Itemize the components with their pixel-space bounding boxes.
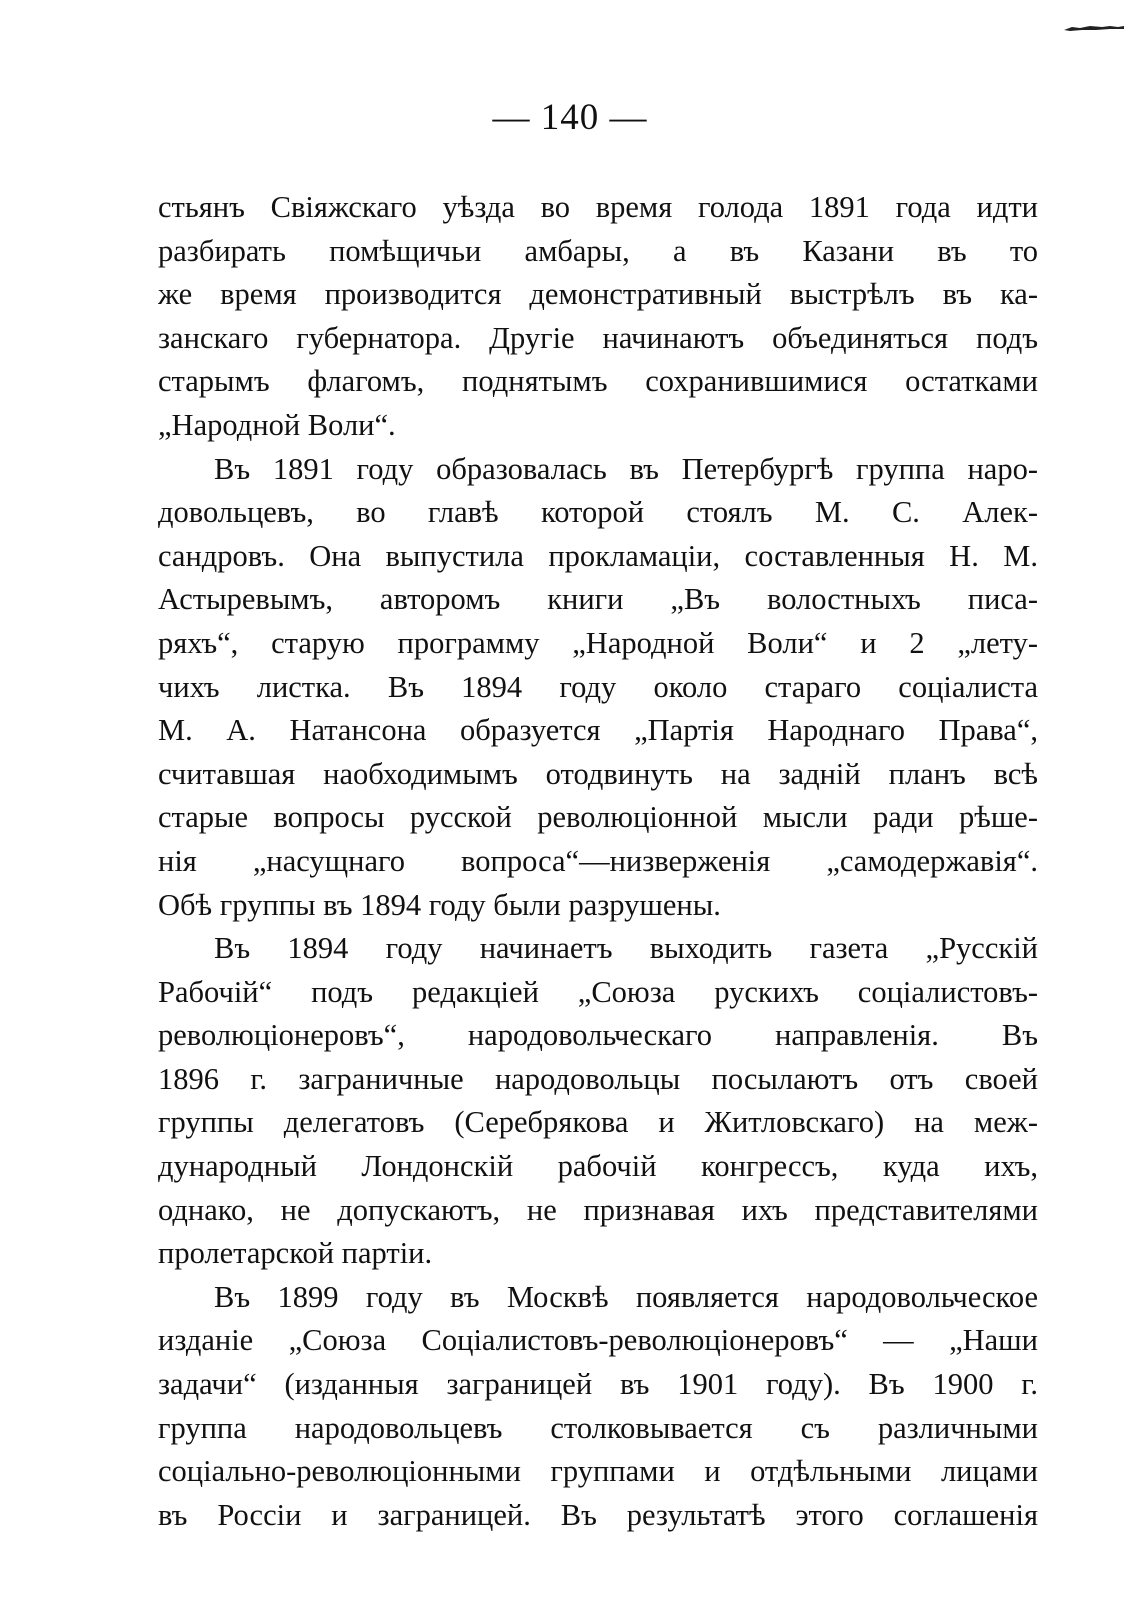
text-line: однако, не допускаютъ, не признавая ихъ представителями bbox=[158, 1192, 1038, 1227]
page-number: — 140 — bbox=[492, 97, 648, 138]
text-line: пролетарской партіи. bbox=[158, 1236, 433, 1271]
text-line: чихъ листка. Въ 1894 году около стараго соціалиста bbox=[158, 669, 1038, 704]
text-line: соціально-революціонными группами и отдѣльными лицами bbox=[158, 1454, 1038, 1489]
text-line: Обѣ группы въ 1894 году были разрушены. bbox=[158, 887, 721, 922]
text-line: старымъ флагомъ, поднятымъ сохранившимися остатками bbox=[158, 364, 1038, 399]
paragraph-3 bbox=[158, 927, 1038, 1276]
text-line: Въ 1894 году начинаетъ выходить газета „Русскій bbox=[214, 931, 1038, 966]
text-line: въ Россіи и заграницей. Въ результатѣ этого соглашенія bbox=[158, 1497, 1038, 1532]
text-line: Въ 1899 году въ Москвѣ появляется народовольческое bbox=[214, 1279, 1038, 1314]
text-line: старые вопросы русской революціонной мысли ради рѣше- bbox=[158, 800, 1038, 835]
text-line: 1896 г. заграничные народовольцы посылаютъ отъ своей bbox=[158, 1061, 1038, 1096]
text-line: М. А. Натансона образуется „Партія Народнаго Права“, bbox=[158, 713, 1038, 748]
text-line: стьянъ Свіяжскаго уѣзда во время голода 1891 года идти bbox=[158, 190, 1038, 224]
text-line: Въ 1891 году образовалась въ Петербургѣ группа наро- bbox=[214, 451, 1038, 486]
text-line: группы делегатовъ (Серебрякова и Житловскаго) на меж- bbox=[158, 1105, 1038, 1140]
text-line: изданіе „Союза Соціалистовъ-революціонеровъ“ — „Наши bbox=[158, 1323, 1038, 1358]
text-line: считавшая наобходимымъ отодвинуть на задній планъ всѣ bbox=[158, 756, 1038, 791]
text-line: Астыревымъ, авторомъ книги „Въ волостныхъ писа- bbox=[158, 582, 1038, 617]
text-line: революціонеровъ“, народовольческаго направленія. Въ bbox=[158, 1018, 1038, 1053]
text-line: занскаго губернатора. Другіе начинаютъ объединяться подъ bbox=[158, 320, 1038, 355]
text-line: „Народной Воли“. bbox=[158, 407, 396, 442]
paragraph-1 bbox=[158, 186, 1038, 448]
text-line: Рабочій“ подъ редакціей „Союза рускихъ соціалистовъ- bbox=[158, 974, 1038, 1009]
text-line: нія „насущнаго вопроса“—низверженія „самодержавія“. bbox=[158, 843, 1038, 878]
text-line: ряхъ“, старую программу „Народной Воли“ и 2 „лету- bbox=[158, 625, 1038, 660]
text-line: дународный Лондонскій рабочій конгрессъ, куда ихъ, bbox=[158, 1149, 1038, 1184]
paragraph-2 bbox=[158, 448, 1038, 928]
text-body bbox=[158, 186, 1038, 1537]
text-line: сандровъ. Она выпустила прокламаціи, составленныя Н. М. bbox=[158, 538, 1038, 573]
text-line: же время производится демонстративный выстрѣлъ въ ка- bbox=[158, 277, 1038, 312]
text-line: задачи“ (изданныя заграницей въ 1901 году). Въ 1900 г. bbox=[158, 1367, 1038, 1402]
text-line: разбирать помѣщичьи амбары, а въ Казани въ то bbox=[158, 233, 1038, 268]
text-line: довольцевъ, во главѣ которой стоялъ М. С. Алек- bbox=[158, 495, 1038, 530]
text-line: группа народовольцевъ столковывается съ различными bbox=[158, 1410, 1038, 1445]
paragraph-4 bbox=[158, 1276, 1038, 1538]
print-smudge-mark bbox=[1062, 24, 1126, 32]
